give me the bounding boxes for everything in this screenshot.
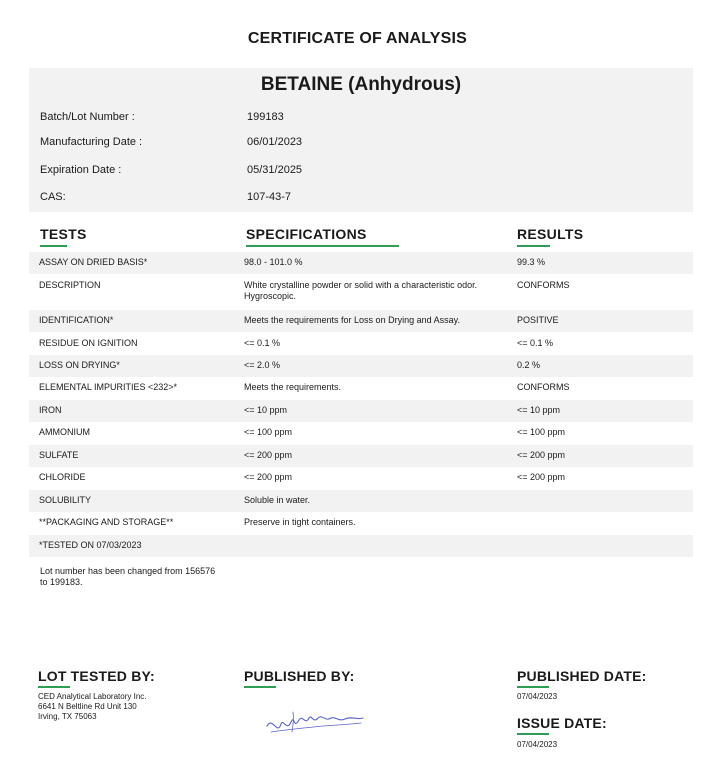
info-label: Manufacturing Date : <box>40 136 143 148</box>
test-name: IRON <box>39 405 62 415</box>
test-specification: Soluble in water. <box>244 495 311 505</box>
table-row <box>29 445 693 467</box>
column-header-results: RESULTS <box>517 226 584 242</box>
test-name: SOLUBILITY <box>39 495 92 505</box>
test-specification: <= 100 ppm <box>244 427 293 437</box>
lab-address <box>38 692 218 722</box>
issue-date-value: 07/04/2023 <box>517 740 558 749</box>
lot-change-note: Lot number has been changed from 156576 to 199183. <box>40 566 216 587</box>
table-row <box>29 377 693 399</box>
test-specification: White crystalline powder or solid with a characteristic odor. Hygroscopic. <box>244 280 478 301</box>
test-name: SULFATE <box>39 450 79 460</box>
test-name: RESIDUE ON IGNITION <box>39 338 138 348</box>
table-row <box>29 512 693 534</box>
column-header-tests: TESTS <box>40 226 87 242</box>
test-specification: 98.0 - 101.0 % <box>244 257 303 267</box>
issue-date-heading: ISSUE DATE: <box>517 715 607 731</box>
test-result: POSITIVE <box>517 315 559 325</box>
table-row <box>29 252 693 274</box>
table-row <box>29 355 693 377</box>
lab-address-line: Irving, TX 75063 <box>38 712 97 721</box>
info-value: 107-43-7 <box>247 191 292 203</box>
published-date-value: 07/04/2023 <box>517 692 558 701</box>
table-row <box>29 535 693 557</box>
signature-stroke <box>267 717 363 728</box>
test-name: **PACKAGING AND STORAGE** <box>39 517 174 527</box>
test-name: ASSAY ON DRIED BASIS* <box>39 257 148 267</box>
info-label: Expiration Date : <box>40 164 122 176</box>
test-result: 99.3 % <box>517 257 546 267</box>
test-result: <= 10 ppm <box>517 405 561 415</box>
heading-underline <box>244 686 276 688</box>
published-by-heading: PUBLISHED BY: <box>244 668 355 684</box>
test-result: <= 200 ppm <box>517 450 566 460</box>
test-name: *TESTED ON 07/03/2023 <box>39 540 142 550</box>
lab-address-line: CED Analytical Laboratory Inc. <box>38 692 147 701</box>
column-header-underline <box>246 245 399 247</box>
heading-underline <box>38 686 70 688</box>
lot-tested-by-heading: LOT TESTED BY: <box>38 668 155 684</box>
info-label: CAS: <box>40 191 66 203</box>
heading-underline <box>517 733 549 735</box>
certificate-title: CERTIFICATE OF ANALYSIS <box>247 30 468 47</box>
test-result: 0.2 % <box>517 360 541 370</box>
test-result: <= 0.1 % <box>517 338 554 348</box>
heading-underline <box>517 686 549 688</box>
test-specification: Meets the requirements for Loss on Drying and Assay. <box>244 315 460 325</box>
test-specification: <= 200 ppm <box>244 472 293 482</box>
table-row <box>29 310 693 332</box>
test-specification: Preserve in tight containers. <box>244 517 356 527</box>
signature-image <box>263 706 368 740</box>
product-name: BETAINE (Anhydrous) <box>260 74 462 95</box>
column-header-specifications: SPECIFICATIONS <box>246 226 367 242</box>
info-value: 199183 <box>247 111 284 123</box>
table-row <box>29 490 693 512</box>
test-name: IDENTIFICATION* <box>39 315 114 325</box>
test-result: <= 100 ppm <box>517 427 566 437</box>
table-row <box>29 275 693 309</box>
test-specification: <= 200 ppm <box>244 450 293 460</box>
table-row <box>29 333 693 355</box>
column-header-underline <box>517 245 550 247</box>
info-value: 06/01/2023 <box>247 136 303 148</box>
info-label: Batch/Lot Number : <box>40 111 135 123</box>
column-header-underline <box>40 245 67 247</box>
test-name: AMMONIUM <box>39 427 90 437</box>
test-specification: <= 2.0 % <box>244 360 281 370</box>
published-date-heading: PUBLISHED DATE: <box>517 668 647 684</box>
test-name: CHLORIDE <box>39 472 86 482</box>
test-result: CONFORMS <box>517 382 570 392</box>
info-value: 05/31/2025 <box>247 164 303 176</box>
lab-address-line: 6641 N Beltline Rd Unit 130 <box>38 702 137 711</box>
table-row <box>29 467 693 489</box>
test-name: ELEMENTAL IMPURITIES <232>* <box>39 382 178 392</box>
table-row <box>29 422 693 444</box>
test-result: <= 200 ppm <box>517 472 566 482</box>
table-row <box>29 400 693 422</box>
test-result: CONFORMS <box>517 280 570 290</box>
test-specification: <= 0.1 % <box>244 338 281 348</box>
test-specification: Meets the requirements. <box>244 382 342 392</box>
test-name: DESCRIPTION <box>39 280 101 290</box>
test-name: LOSS ON DRYING* <box>39 360 120 370</box>
test-specification: <= 10 ppm <box>244 405 288 415</box>
